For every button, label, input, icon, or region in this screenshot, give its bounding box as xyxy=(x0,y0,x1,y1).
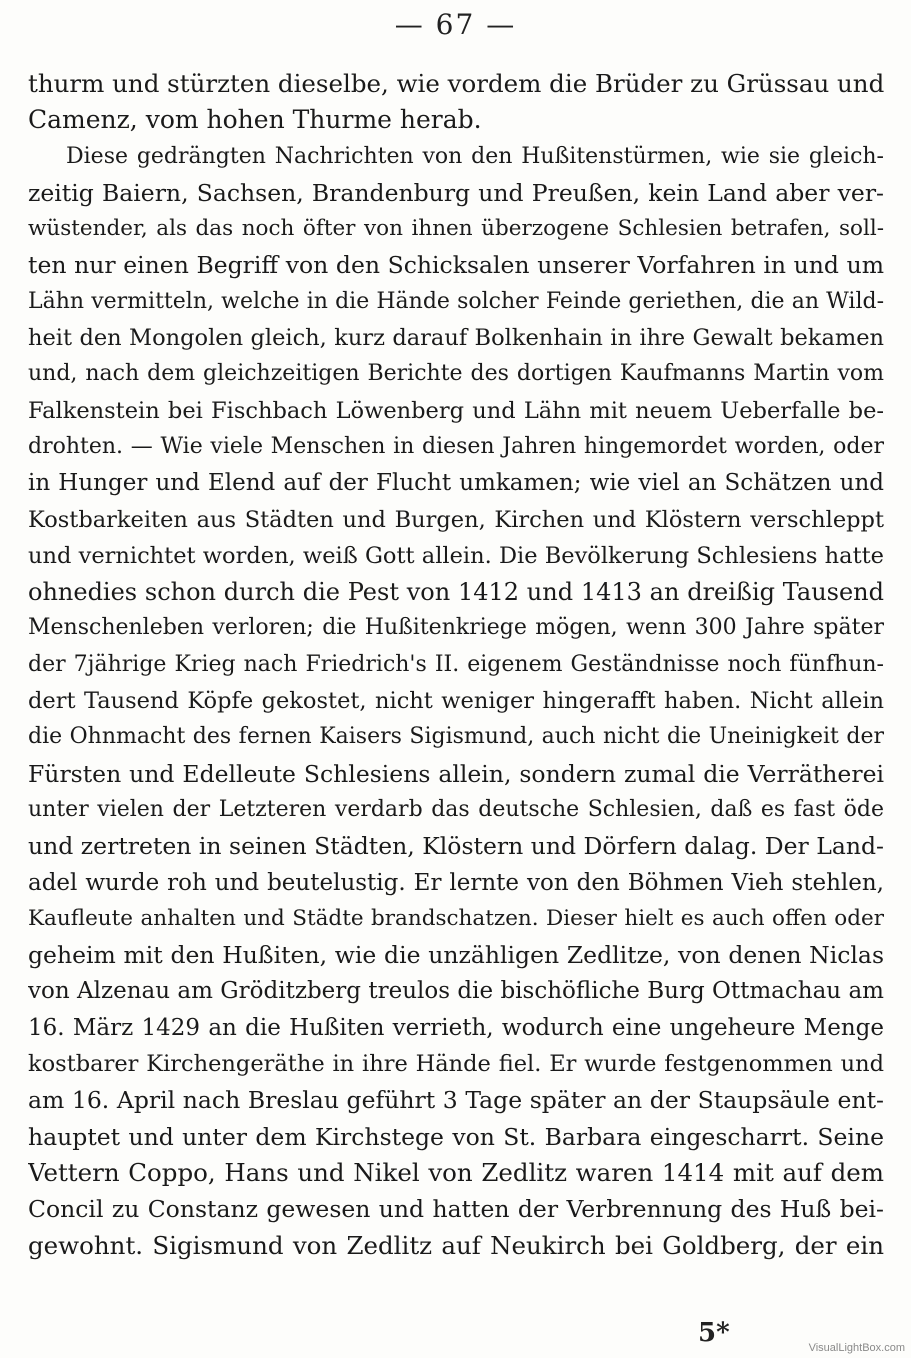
text-line: Diese gedrängten Nachrichten von den Hußitenstürmen, wie sie gleich- xyxy=(66,143,884,169)
text-line: die Ohnmacht des fernen Kaisers Sigismund, auch nicht die Uneinigkeit der xyxy=(28,724,884,750)
text-line: ten nur einen Begriff von den Schicksalen unserer Vorfahren in und um xyxy=(28,251,884,280)
text-line: Menschenleben verloren; die Hußitenkriege mögen, wenn 300 Jahre später xyxy=(28,615,884,641)
text-line: Kostbarkeiten aus Städten und Burgen, Kirchen und Klöstern verschleppt xyxy=(28,506,884,533)
text-line: zeitig Baiern, Sachsen, Brandenburg und Preußen, kein Land aber ver- xyxy=(28,178,884,207)
text-line: geheim mit den Hußiten, wie die unzähligen Zedlitze, von denen Niclas xyxy=(28,941,884,970)
text-line: Lähn vermitteln, welche in die Hände solcher Feinde geriethen, die an Wild- xyxy=(28,288,884,314)
text-line: adel wurde roh und beutelustig. Er lernte von den Böhmen Vieh stehlen, xyxy=(28,869,884,896)
text-line: Concil zu Constanz gewesen und hatten der Verbrennung des Huß bei- xyxy=(28,1195,884,1224)
text-line: Fürsten und Edelleute Schlesiens allein, sondern zumal die Verrätherei xyxy=(28,759,884,788)
text-line: thurm und stürzten dieselbe, wie vordem die Brüder zu Grüssau und xyxy=(28,69,884,98)
text-line: der 7jährige Krieg nach Friedrich's II. eigenem Geständnisse noch fünfhun- xyxy=(28,651,884,677)
text-line: von Alzenau am Gröditzberg treulos die bischöfliche Burg Ottmachau am xyxy=(28,978,884,1005)
watermark: VisualLightBox.com xyxy=(808,1342,905,1354)
text-line: und zertreten in seinen Städten, Klöstern und Dörfern dalag. Der Land- xyxy=(28,832,884,861)
text-line: Falkenstein bei Fischbach Löwenberg und Lähn mit neuem Ueberfalle be- xyxy=(28,397,884,424)
text-line: heit den Mongolen gleich, kurz darauf Bolkenhain in ihre Gewalt bekamen xyxy=(28,325,884,352)
text-line: Vettern Coppo, Hans und Nikel von Zedlitz waren 1414 mit auf dem xyxy=(28,1157,884,1187)
text-line: Camenz, vom hohen Thurme herab. xyxy=(28,105,482,135)
text-line: hauptet und unter dem Kirchstege von St. Barbara eingescharrt. Seine xyxy=(28,1122,884,1151)
page-number-header: — 67 — xyxy=(394,8,517,41)
text-line: drohten. — Wie viele Menschen in diesen Jahren hingemordet worden, oder xyxy=(28,433,884,459)
text-line: unter vielen der Letzteren verdarb das deutsche Schlesien, daß es fast öde xyxy=(28,796,884,822)
text-line: in Hunger und Elend auf der Flucht umkamen; wie viel an Schätzen und xyxy=(28,470,884,497)
text-line: dert Tausend Köpfe gekostet, nicht weniger hingerafft haben. Nicht allein xyxy=(28,688,884,715)
text-line: Kaufleute anhalten und Städte brandschatzen. Dieser hielt es auch offen oder xyxy=(28,905,884,931)
body-text xyxy=(28,66,884,1264)
text-line: 16. März 1429 an die Hußiten verrieth, wodurch eine ungeheure Menge xyxy=(28,1014,884,1041)
text-line: ohnedies schon durch die Pest von 1412 und 1413 an dreißig Tausend xyxy=(28,578,884,607)
text-line: gewohnt. Sigismund von Zedlitz auf Neukirch bei Goldberg, der ein xyxy=(28,1230,884,1260)
text-line: kostbarer Kirchengeräthe in ihre Hände fiel. Er wurde festgenommen und xyxy=(28,1051,884,1078)
text-line: am 16. April nach Breslau geführt 3 Tage später an der Staupsäule ent- xyxy=(28,1086,884,1115)
text-line: wüstender, als das noch öfter von ihnen überzogene Schlesien betrafen, soll- xyxy=(28,216,884,242)
text-line: und vernichtet worden, weiß Gott allein. Die Bevölkerung Schlesiens hatte xyxy=(28,542,884,569)
text-line: und, nach dem gleichzeitigen Berichte des dortigen Kaufmanns Martin vom xyxy=(28,361,884,387)
signature-mark: 5* xyxy=(698,1318,730,1348)
